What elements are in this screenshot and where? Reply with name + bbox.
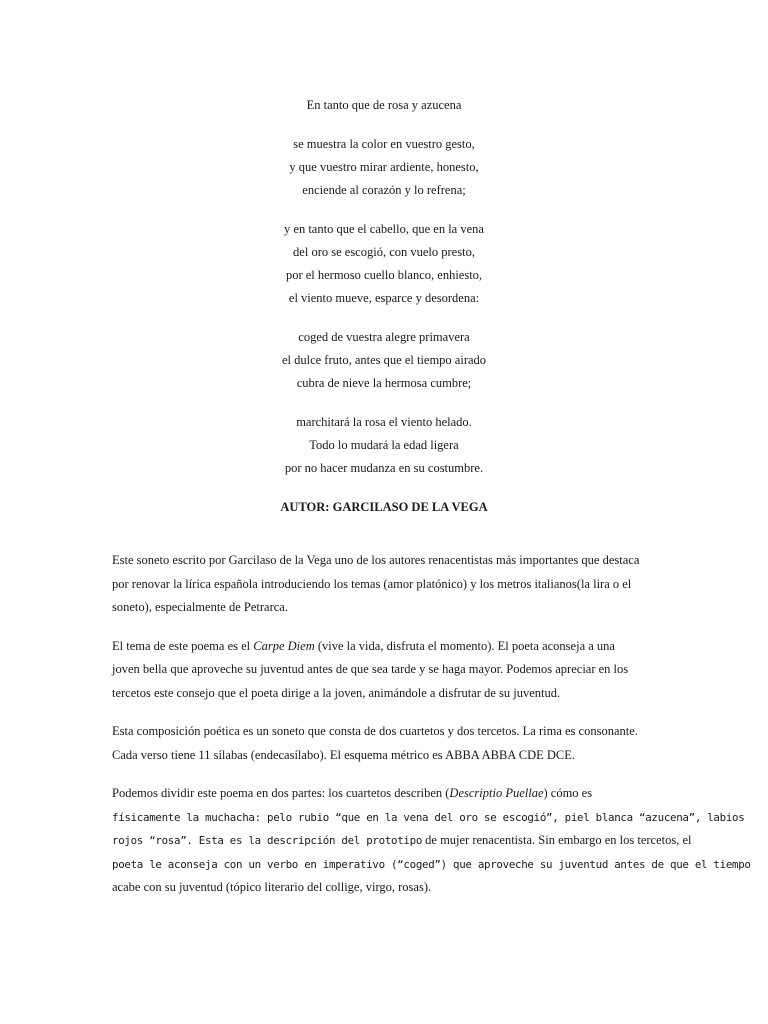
poem-line: el viento mueve, esparce y desordena:: [288, 291, 480, 305]
text-line: Cada verso tiene 11 sílabas (endecasílabo). El esquema métrico es ABBA ABBA CDE DCE.: [112, 747, 575, 762]
text-line: [112, 635, 660, 659]
poem-line: cubra de nieve la hermosa cumbre;: [296, 376, 472, 390]
text-line: Esta composición poética es un soneto que consta de dos cuartetos y dos tercetos. La rima es consonante.: [112, 724, 638, 738]
text-line: tercetos este consejo que el poeta dirige a la joven, animándole a disfrutar de su juventud.: [112, 685, 561, 700]
commentary: [112, 549, 751, 915]
italic-term: Descriptio Puellae: [449, 786, 544, 800]
text-segment: ) cómo es: [543, 786, 593, 800]
poem-first-line: [0, 94, 768, 117]
poem-line: y que vuestro mirar ardiente, honesto,: [289, 160, 479, 174]
quatrain-2: [0, 218, 768, 310]
text-line: [112, 829, 692, 853]
text-line: [112, 782, 660, 806]
poem-line: y en tanto que el cabello, que en la vena: [284, 222, 484, 236]
poem-line: En tanto que de rosa y azucena: [306, 98, 462, 112]
sonnet: [0, 94, 768, 519]
paragraph-intro: [112, 549, 660, 620]
text-line: físicamente la muchacha: pelo rubio “que en la vena del oro se escogió”, piel blanca “azucena”, labios: [112, 810, 745, 824]
paragraph-parts: [112, 782, 751, 900]
text-line: Este soneto escrito por Garcilaso de la Vega uno de los autores renacentistas más importantes que destaca: [112, 553, 640, 567]
poem-line: del oro se escogió, con vuelo presto,: [293, 245, 475, 259]
text-line: joven bella que aproveche su juventud antes de que sea tarde y se haga mayor. Podemos apreciar en los: [112, 662, 629, 676]
poem-line: por no hacer mudanza en su costumbre.: [284, 461, 484, 475]
text-segment: (vive la vida, disfruta el momento). El poeta aconseja a una: [314, 638, 615, 653]
poem-line: se muestra la color en vuestro gesto,: [293, 137, 475, 151]
poem-line: marchitará la rosa el viento helado.: [296, 415, 472, 429]
text-line: acabe con su juventud (tópico literario del collige, virgo, rosas).: [112, 880, 432, 894]
poem-line: el dulce fruto, antes que el tiempo airado: [281, 353, 487, 367]
text-segment: El tema de este poema es el: [112, 638, 254, 653]
paragraph-structure: [112, 720, 660, 767]
text-segment: de mujer renacentista. Sin embargo en los tercetos, el: [422, 833, 692, 847]
text-segment: Podemos dividir este poema en dos partes: los cuartetos describen (: [112, 786, 450, 800]
tercet-1: [0, 326, 768, 395]
quatrain-1: [0, 133, 768, 202]
italic-term: Carpe Diem: [253, 638, 315, 653]
poem-line: coged de vuestra alegre primavera: [298, 330, 470, 344]
tercet-2: [0, 411, 768, 480]
poem-line: por el hermoso cuello blanco, enhiesto,: [285, 268, 483, 282]
text-segment: rojos “rosa”. Esta es la descripción del prototipo: [112, 834, 423, 847]
text-line: poeta le aconseja con un verbo en imperativo (“coged”) que aproveche su juventud antes de que el tiempo: [112, 857, 751, 871]
paragraph-theme: [112, 635, 660, 706]
poem-line: enciende al corazón y lo refrena;: [302, 183, 466, 197]
poem-line: Todo lo mudará la edad ligera: [309, 438, 459, 452]
poem-author: AUTOR: GARCILASO DE LA VEGA: [280, 500, 488, 514]
text-line: soneto), especialmente de Petrarca.: [112, 600, 288, 614]
text-line: por renovar la lírica española introduciendo los temas (amor platónico) y los metros italianos(la lira o el: [112, 576, 632, 591]
